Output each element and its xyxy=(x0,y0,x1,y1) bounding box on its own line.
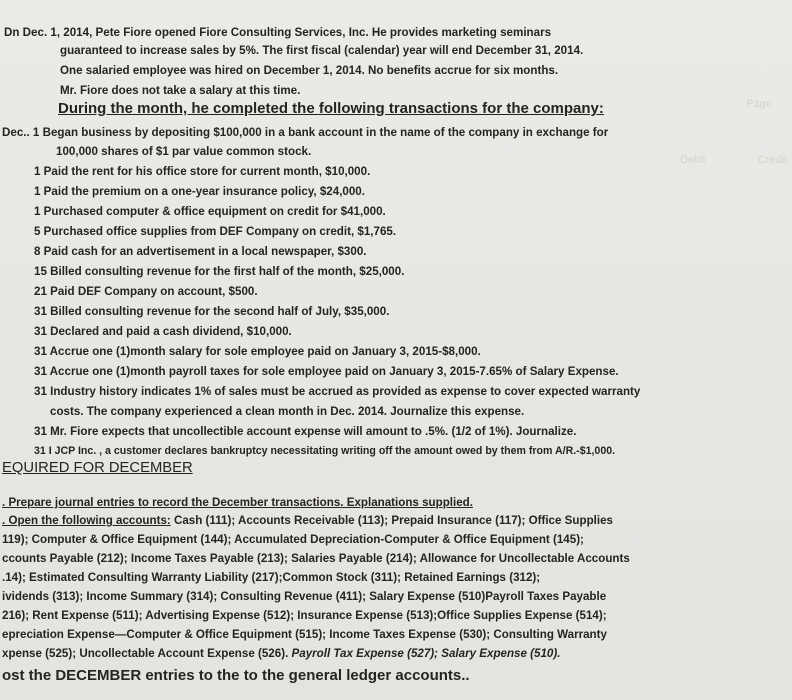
transaction-line: 31 Billed consulting revenue for the second half of July, $35,000. xyxy=(34,305,390,318)
ghost-header-page: Page xyxy=(746,98,772,110)
required-heading: EQUIRED FOR DECEMBER xyxy=(2,460,193,476)
transaction-line: 31 Accrue one (1)month salary for sole employee paid on January 3, 2015-$8,000. xyxy=(34,345,481,358)
requirement-2-label: . Open the following accounts: xyxy=(2,514,171,527)
transaction-line: 31 Accrue one (1)month payroll taxes for sole employee paid on January 3, 2015-7.65% of Salary Expense. xyxy=(34,365,619,378)
requirement-1: . Prepare journal entries to record the December transactions. Explanations supplied. xyxy=(2,496,473,509)
transaction-line: 31 Mr. Fiore expects that uncollectible account expense will amount to .5%. (1/2 of 1%). Journalize. xyxy=(34,425,577,438)
transaction-line: costs. The company experienced a clean month in Dec. 2014. Journalize this expense. xyxy=(50,405,525,418)
accounts-last-italic: Payroll Tax Expense (527); Salary Expense (510). xyxy=(291,647,561,660)
intro-line-4: Mr. Fiore does not take a salary at this time. xyxy=(60,84,301,97)
transaction-line: 8 Paid cash for an advertisement in a local newspaper, $300. xyxy=(34,245,367,258)
faint-ledger-table xyxy=(610,92,792,212)
transaction-line: 1 Paid the rent for his office store for current month, $10,000. xyxy=(34,165,371,178)
accounts-line-last xyxy=(2,646,560,661)
requirement-2-text: Cash (111); Accounts Receivable (113); Prepaid Insurance (117); Office Supplies xyxy=(170,514,613,527)
transaction-line: 15 Billed consulting revenue for the first half of the month, $25,000. xyxy=(34,265,405,278)
ghost-header-credit: Credit xyxy=(758,154,788,166)
transaction-line: 31 Industry history indicates 1% of sales must be accrued as provided as expense to cover expected warranty xyxy=(34,385,641,398)
requirement-2 xyxy=(2,513,613,528)
intro-line-1: Dn Dec. 1, 2014, Pete Fiore opened Fiore Consulting Services, Inc. He provides marketing seminars xyxy=(4,26,552,39)
accounts-line: ccounts Payable (212); Income Taxes Payable (213); Salaries Payable (214); Allowance for Uncollectable Accounts xyxy=(2,552,630,565)
intro-line-2: guaranteed to increase sales by 5%. The first fiscal (calendar) year will end December 31, 2014. xyxy=(60,44,584,57)
transaction-line: 100,000 shares of $1 par value common stock. xyxy=(56,145,312,158)
transaction-line: 31 Declared and paid a cash dividend, $10,000. xyxy=(34,325,292,338)
transaction-line: 31 I JCP Inc. , a customer declares bankruptcy necessitating writing off the amount owed by them from A/R.-$1,000. xyxy=(34,445,616,457)
accounts-line: 119); Computer & Office Equipment (144); Accumulated Depreciation-Computer & Office Equipment (145); xyxy=(2,533,584,546)
transactions-heading: During the month, he completed the following transactions for the company: xyxy=(58,100,604,117)
accounts-last-plain: xpense (525); Uncollectable Account Expense (526). xyxy=(2,647,292,660)
accounts-line: epreciation Expense—Computer & Office Equipment (515); Income Taxes Expense (530); Consulting Warranty xyxy=(2,628,607,641)
transaction-line: 5 Purchased office supplies from DEF Company on credit, $1,765. xyxy=(34,225,397,238)
transaction-line: 21 Paid DEF Company on account, $500. xyxy=(34,285,258,298)
transaction-line: 1 Purchased computer & office equipment on credit for $41,000. xyxy=(34,205,386,218)
ghost-header-debit: Debit xyxy=(680,154,706,166)
accounts-line: 216); Rent Expense (511); Advertising Expense (512); Insurance Expense (513);Office Supplies Expense (514); xyxy=(2,609,607,622)
post-instruction: ost the DECEMBER entries to the to the general ledger accounts.. xyxy=(2,667,470,684)
accounts-line: .14); Estimated Consulting Warranty Liability (217);Common Stock (311); Retained Earnings (312); xyxy=(2,571,541,584)
transaction-line: Dec.. 1 Began business by depositing $100,000 in a bank account in the name of the company in exchange for xyxy=(2,126,609,139)
accounts-line: ividends (313); Income Summary (314); Consulting Revenue (411); Salary Expense (510)Payroll Taxes Payable xyxy=(2,590,607,603)
transaction-line: 1 Paid the premium on a one-year insurance policy, $24,000. xyxy=(34,185,365,198)
intro-line-3: One salaried employee was hired on December 1, 2014. No benefits accrue for six months. xyxy=(60,64,559,77)
